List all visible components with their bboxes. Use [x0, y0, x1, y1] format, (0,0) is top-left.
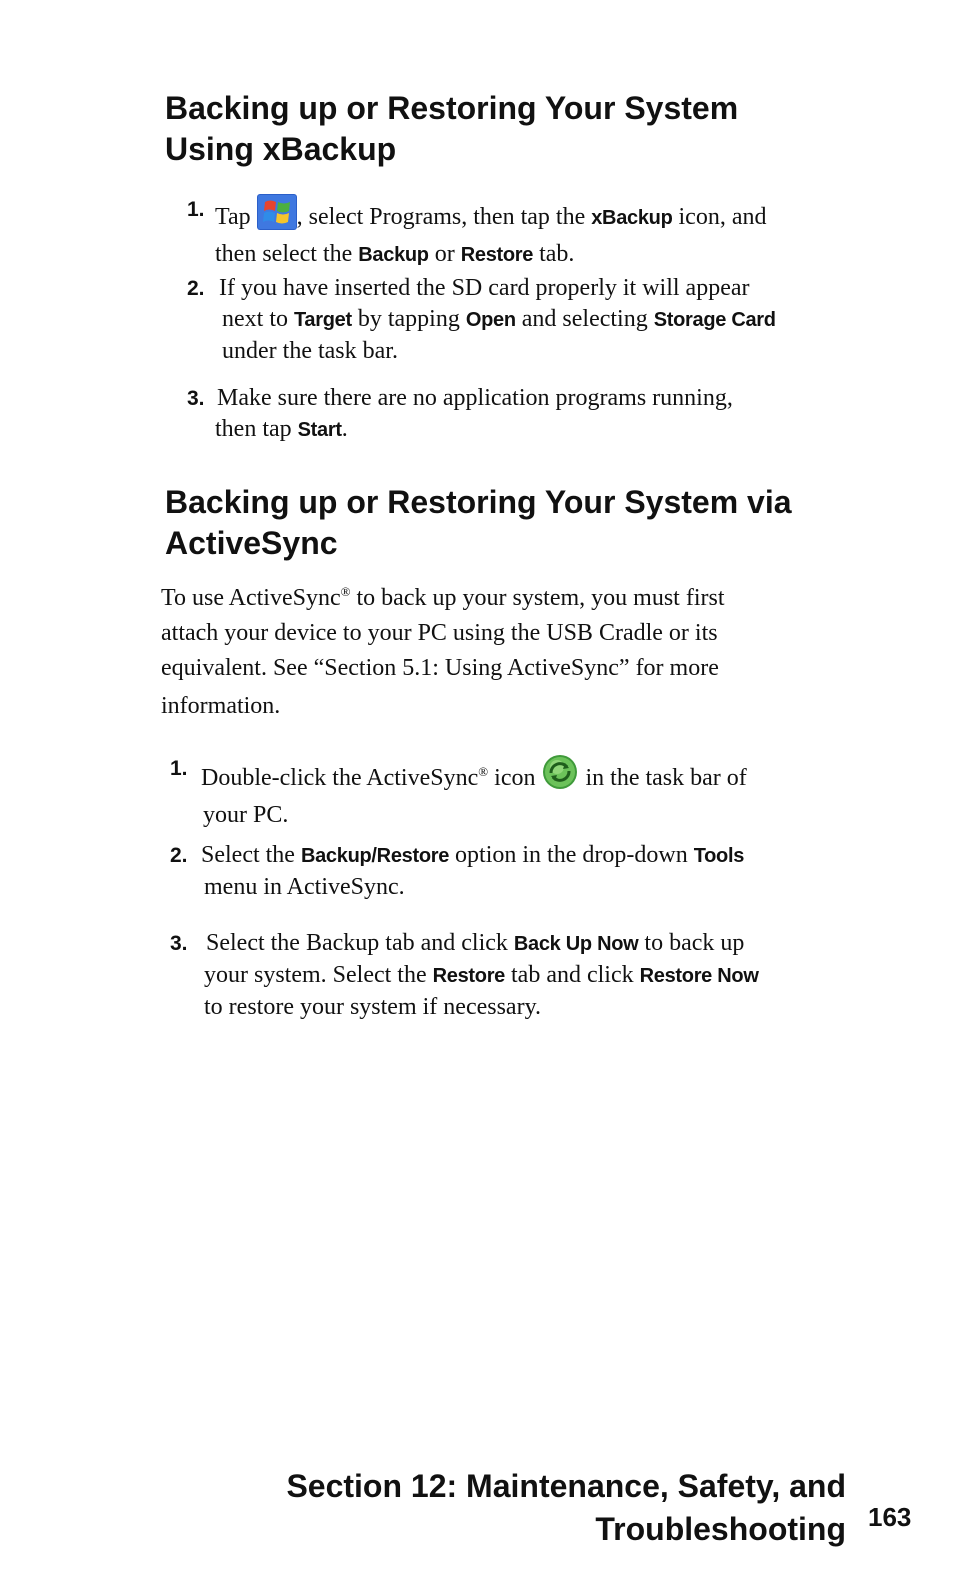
step-activesync-2 — [201, 840, 861, 903]
text: by tapping — [357, 306, 460, 332]
text: option in the drop-down — [455, 842, 688, 868]
step-activesync-1 — [201, 753, 861, 831]
ui-label: Restore — [432, 965, 505, 987]
heading-line: Using xBackup — [165, 131, 397, 167]
ui-label: xBackup — [591, 207, 673, 229]
text: in the task bar of — [585, 765, 747, 791]
text: under the task bar. — [222, 338, 398, 364]
text: or — [434, 241, 455, 267]
ui-label: Restore — [460, 244, 534, 266]
text: . — [341, 416, 348, 442]
text: to back up your system, you must first — [350, 585, 725, 611]
text: to back up — [644, 930, 745, 956]
windows-start-icon — [257, 194, 297, 239]
ui-label: Restore Now — [639, 965, 759, 987]
step-number: 1. — [187, 198, 205, 221]
text: information. — [161, 693, 281, 719]
text: and selecting — [521, 306, 648, 332]
text: Select the Backup tab and click — [206, 930, 508, 956]
text: your PC. — [203, 802, 289, 828]
intro-paragraph — [161, 581, 861, 724]
text: then select the — [215, 241, 353, 267]
ui-label: Back Up Now — [513, 933, 639, 955]
text: Tap — [215, 204, 251, 230]
text: next to — [222, 306, 288, 332]
text: tab and click — [511, 962, 634, 988]
step-xbackup-3 — [217, 383, 877, 446]
step-xbackup-2 — [219, 273, 879, 367]
ui-label: Backup — [358, 244, 429, 266]
ui-label: Target — [294, 309, 352, 331]
page-number: 163 — [868, 1502, 912, 1532]
text: icon, and — [678, 204, 767, 230]
text: your system. Select the — [204, 962, 427, 988]
footer-line: Section 12: Maintenance, Safety, and — [286, 1468, 846, 1504]
step-number: 3. — [187, 387, 205, 410]
heading-line: Backing up or Restoring Your System via — [165, 484, 792, 520]
step-number: 2. — [187, 277, 205, 300]
registered-mark: ® — [340, 584, 351, 599]
text: Double-click the ActiveSync — [201, 765, 479, 791]
text: attach your device to your PC using the USB Cradle or its — [161, 620, 718, 646]
activesync-icon — [541, 753, 579, 800]
section-heading-xbackup — [165, 88, 738, 170]
text: equivalent. See “Section 5.1: Using ActiveSync” for more — [161, 655, 719, 681]
section-footer — [146, 1465, 846, 1551]
text: then tap — [215, 416, 292, 442]
text: tab. — [539, 241, 575, 267]
step-xbackup-1 — [215, 194, 865, 271]
footer-line: Troubleshooting — [595, 1511, 846, 1547]
text: menu in ActiveSync. — [204, 874, 405, 900]
text: Make sure there are no application programs running, — [217, 385, 733, 411]
heading-line: Backing up or Restoring Your System — [165, 90, 739, 126]
step-activesync-3 — [206, 928, 866, 1023]
text: to restore your system if necessary. — [204, 994, 542, 1020]
ui-label: Tools — [693, 845, 745, 867]
ui-label: Open — [465, 309, 516, 331]
step-number: 3. — [170, 932, 188, 955]
text: To use ActiveSync — [161, 585, 341, 611]
text: , select Programs, then tap the — [296, 204, 586, 230]
step-number: 2. — [170, 844, 188, 867]
step-number: 1. — [170, 757, 188, 780]
ui-label: Backup/Restore — [300, 845, 450, 867]
section-heading-activesync — [165, 482, 792, 564]
ui-label: Storage Card — [653, 309, 776, 331]
registered-mark: ® — [478, 764, 489, 779]
text: Select the — [201, 842, 295, 868]
ui-label: Start — [297, 419, 342, 441]
text: icon — [488, 765, 536, 791]
heading-line: ActiveSync — [165, 525, 338, 561]
text: If you have inserted the SD card properly it will appear — [219, 275, 750, 301]
